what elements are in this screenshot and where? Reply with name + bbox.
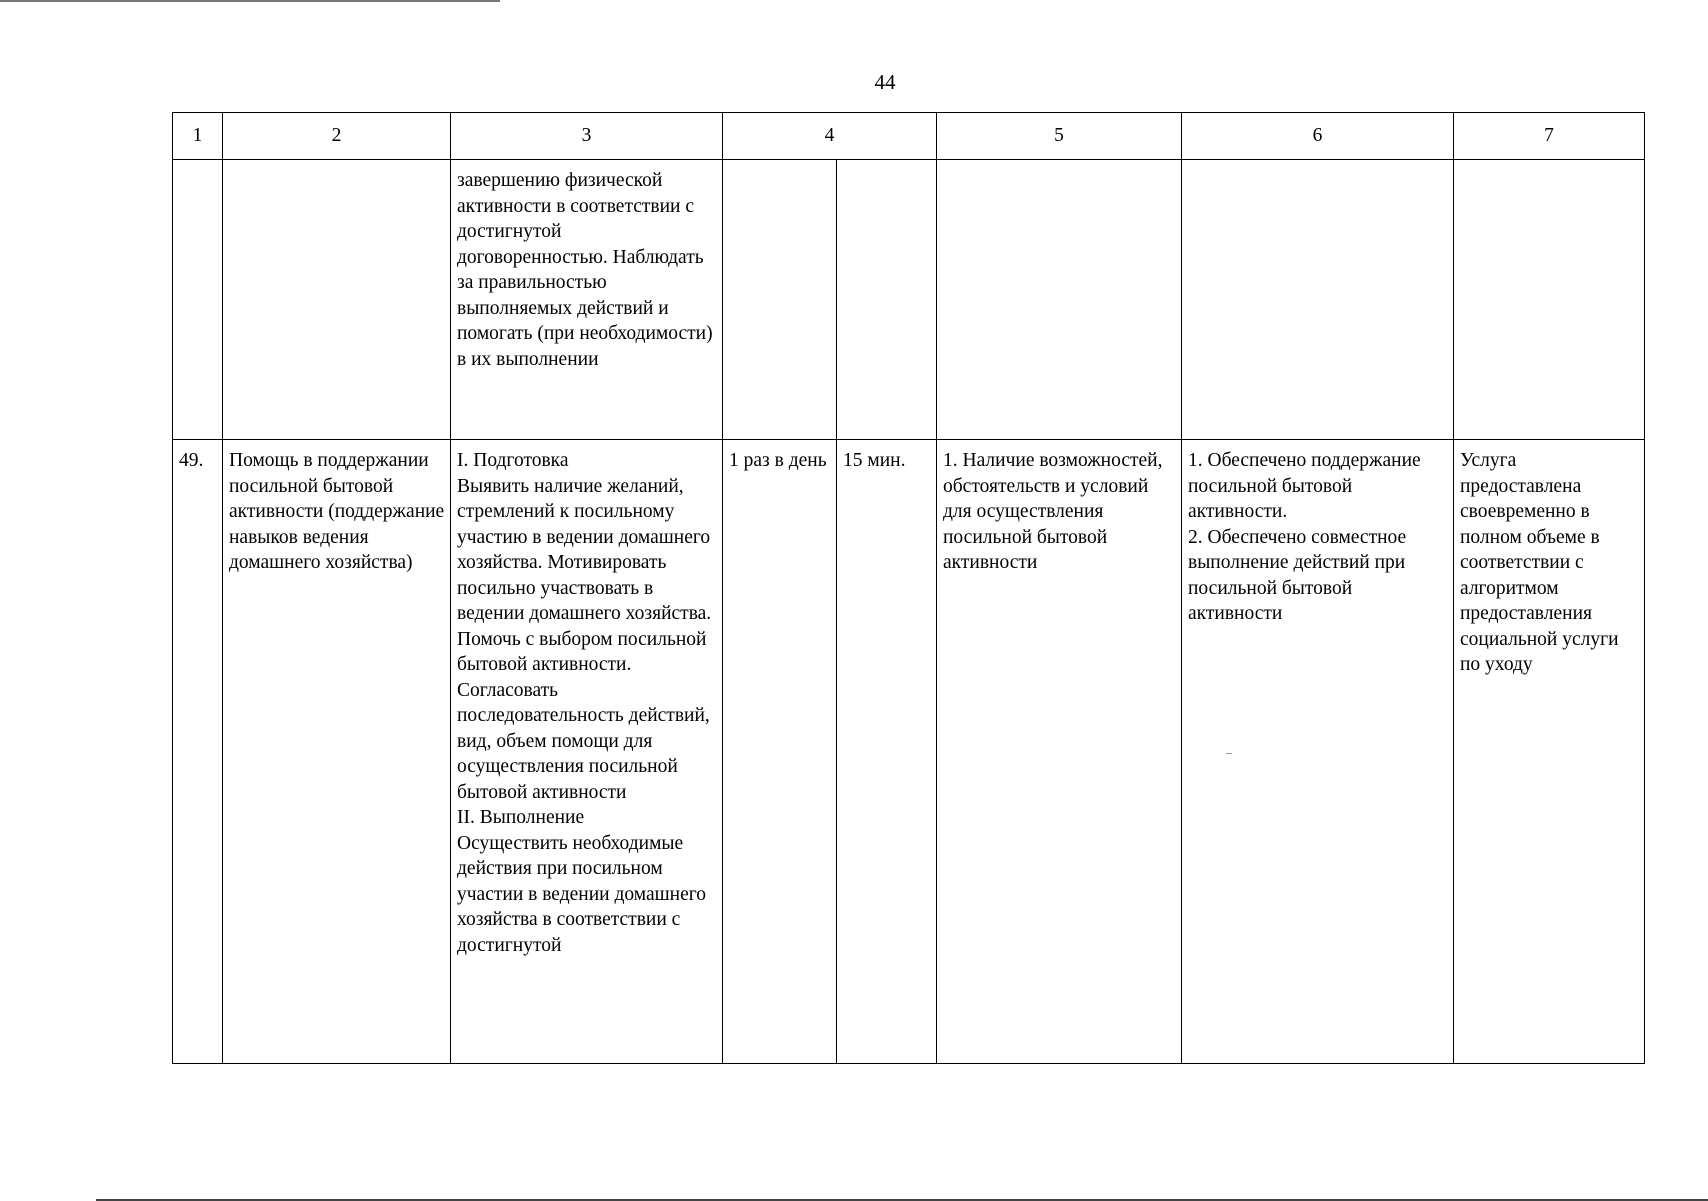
cell-frequency: 1 раз в день xyxy=(723,440,837,1064)
table-row-49 xyxy=(173,440,1645,1064)
cell-row-number: 49. xyxy=(173,440,223,1064)
header-col-1: 1 xyxy=(173,113,223,160)
cell-conditions: 1. Наличие возможностей, обстоятельств и условий для осуществления посильной бытовой активности xyxy=(937,440,1182,1064)
cell-service-name: Помощь в поддержании посильной бытовой активности (поддержание навыков ведения домашнего хозяйства) xyxy=(223,440,451,1064)
cell-empty xyxy=(837,160,937,440)
cell-empty xyxy=(723,160,837,440)
cell-results xyxy=(1182,440,1454,1064)
header-col-3: 3 xyxy=(451,113,723,160)
stage-1-text: Выявить наличие желаний, стремлений к посильному участию в ведении домашнего хозяйства. Мотивировать посильно участвовать в ведении домашнего хозяйства. Помочь с выбором посильной бытовой активности. Согласовать последовательность действий, вид, объем помощи для осуществления посильной бытовой активности xyxy=(457,475,712,803)
cell-algorithm-continuation: завершению физической активности в соответствии с достигнутой договоренностью. Наблюдать за правильностью выполняемых действий и помогать (при необходимости) в их выполнении xyxy=(451,160,723,440)
cell-empty xyxy=(223,160,451,440)
services-table xyxy=(172,112,1645,1064)
stage-1-title: I. Подготовка xyxy=(457,450,569,471)
page-number: 44 xyxy=(874,70,896,94)
cell-empty xyxy=(1454,160,1645,440)
cell-empty xyxy=(937,160,1182,440)
cell-empty xyxy=(173,160,223,440)
cell-algorithm xyxy=(451,440,723,1064)
result-item-2: 2. Обеспечено совместное выполнение действий при посильной бытовой активности xyxy=(1188,526,1407,624)
header-col-7: 7 xyxy=(1454,113,1645,160)
table-header-row xyxy=(173,113,1645,160)
services-table-container xyxy=(172,112,1644,1064)
cell-duration: 15 мин. xyxy=(837,440,937,1064)
cell-empty xyxy=(1182,160,1454,440)
cell-evaluation: Услуга предоставлена своевременно в полном объеме в соответствии с алгоритмом предоставления социальной услуги по уходу xyxy=(1454,440,1645,1064)
header-col-4: 4 xyxy=(723,113,937,160)
table-row-continuation xyxy=(173,160,1645,440)
scan-edge-top xyxy=(0,0,500,2)
result-item-1: 1. Обеспечено поддержание посильной бытовой активности. xyxy=(1188,450,1421,522)
stage-2-title: II. Выполнение xyxy=(457,807,585,828)
header-col-5: 5 xyxy=(937,113,1182,160)
header-col-2: 2 xyxy=(223,113,451,160)
stage-2-text: Осуществить необходимые действия при посильном участии в ведении домашнего хозяйства в соответствии с достигнутой xyxy=(457,832,706,956)
header-col-6: 6 xyxy=(1182,113,1454,160)
scan-speck xyxy=(1226,753,1232,754)
